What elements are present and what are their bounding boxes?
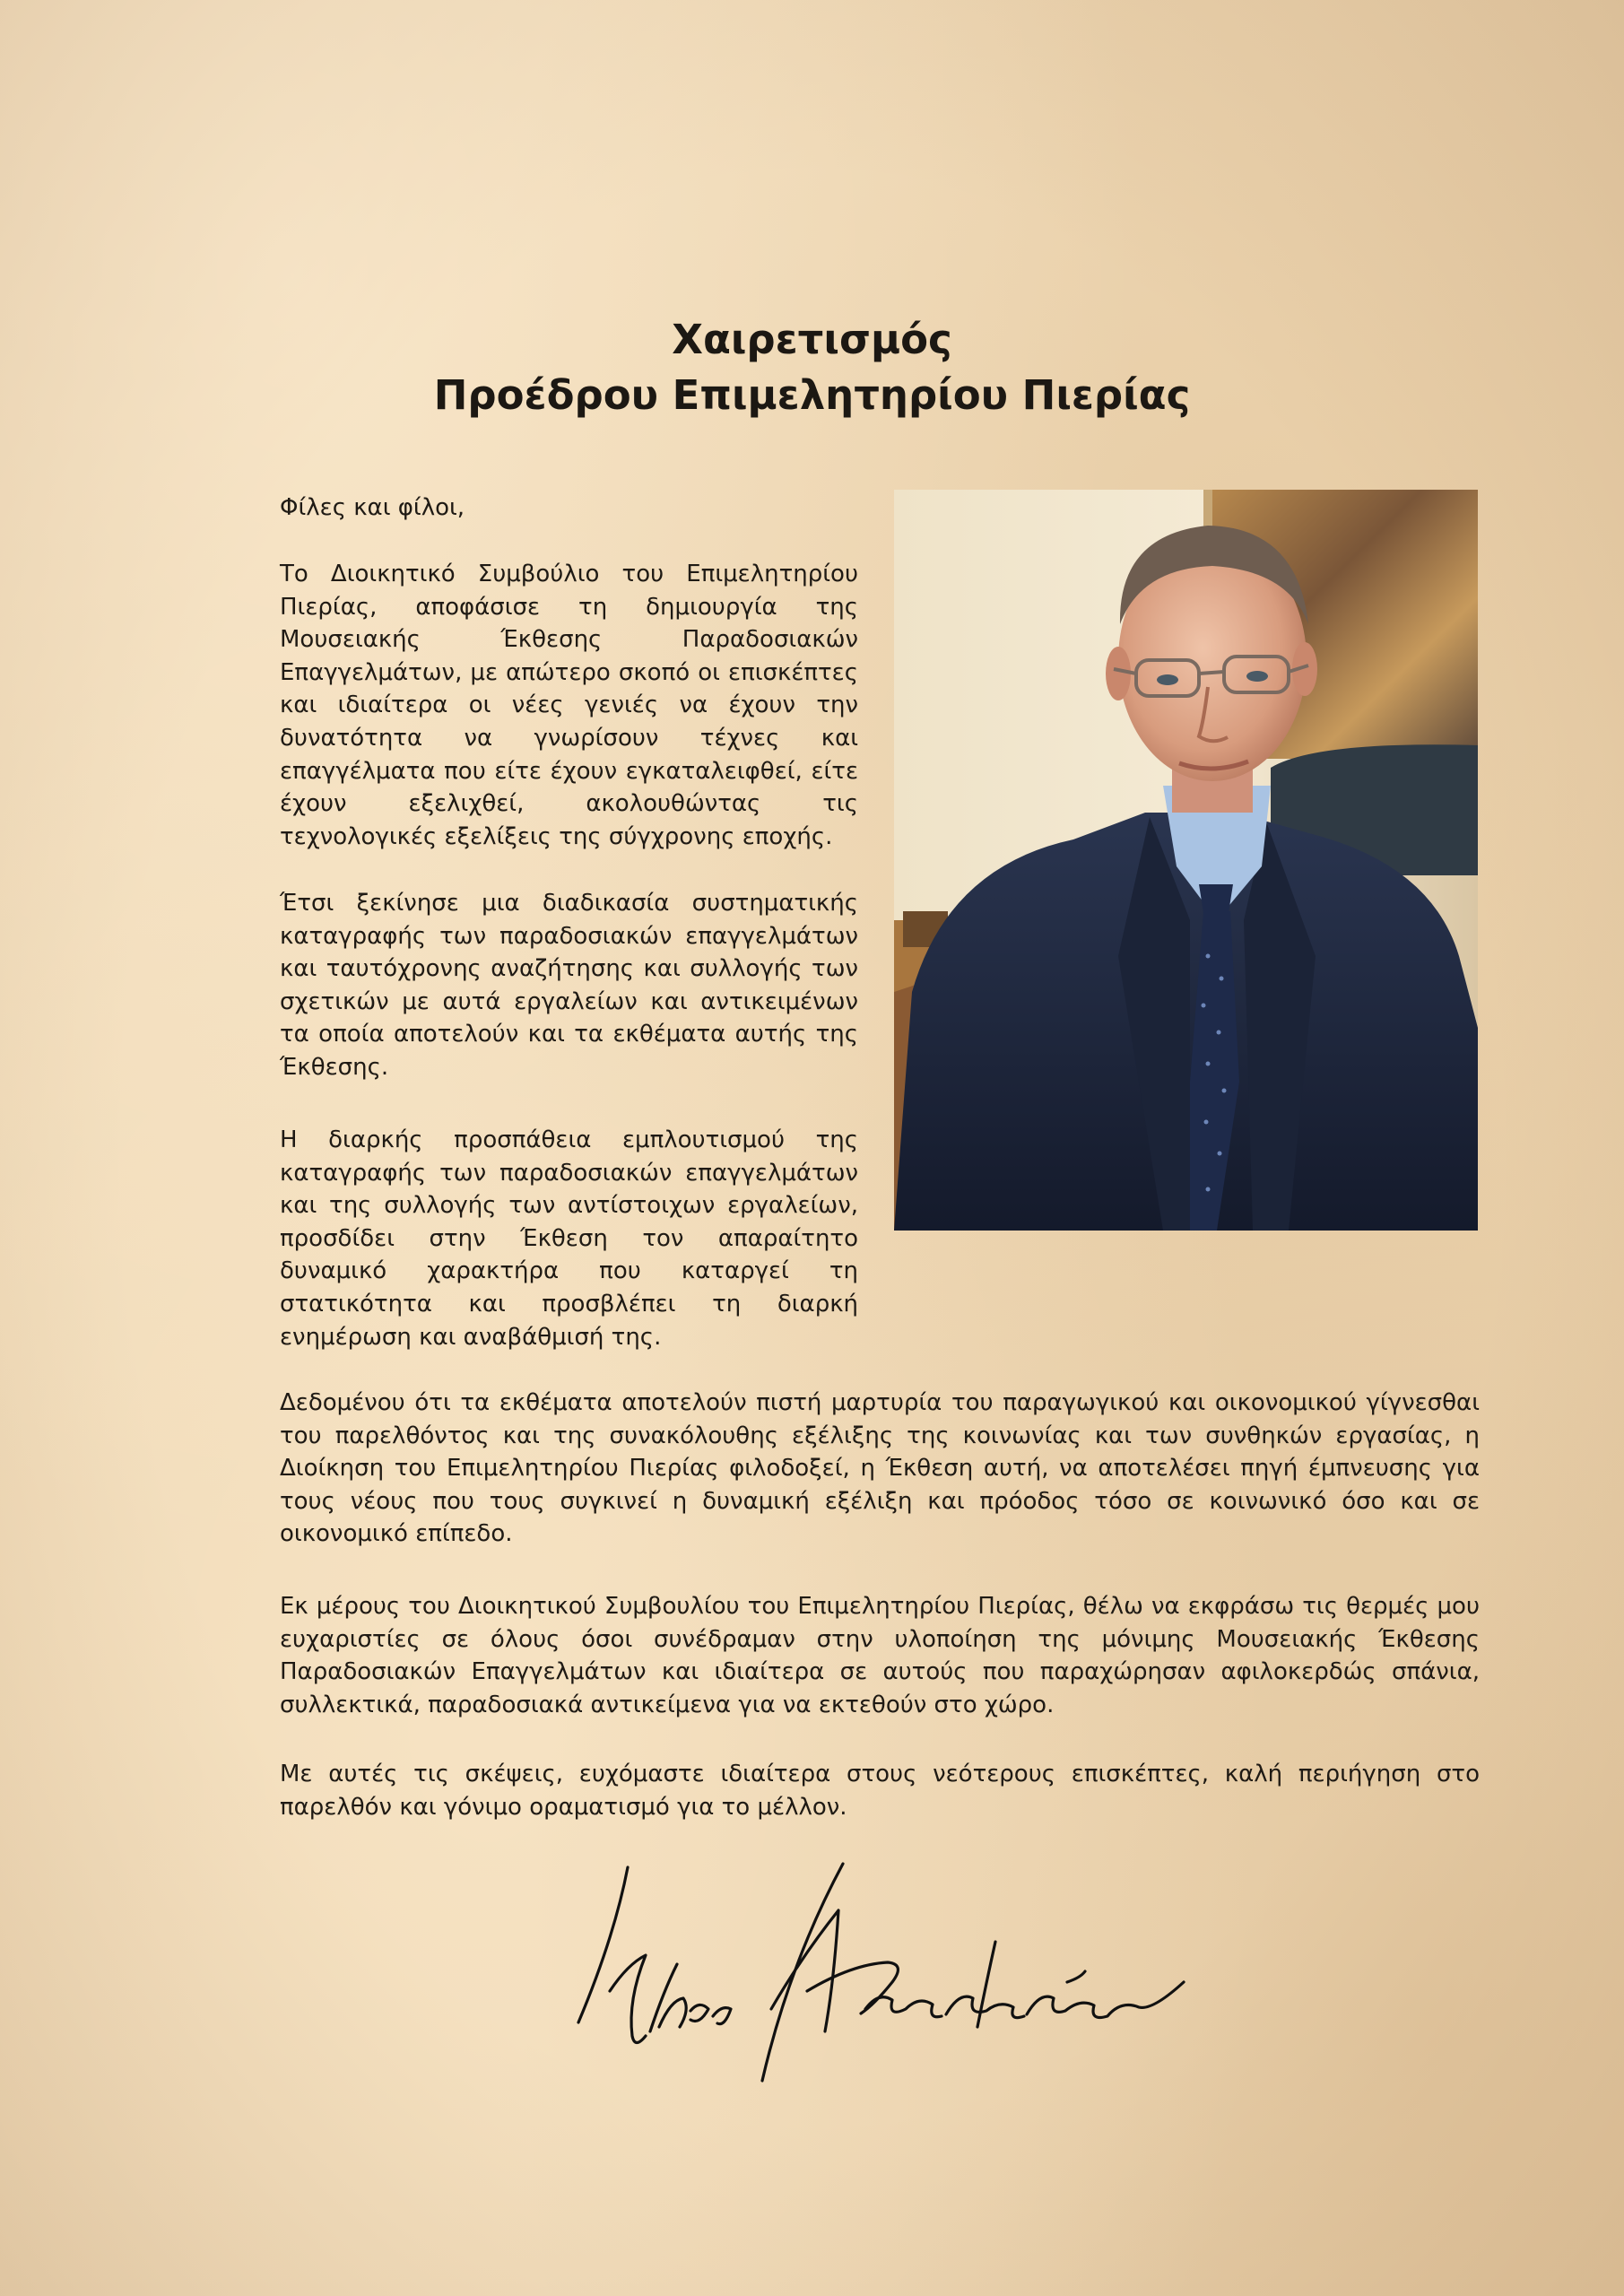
title-line-1: Χαιρετισμός [672, 316, 952, 363]
paragraph-5: Εκ μέρους του Διοικητικού Συμβουλίου του Επιμελητηρίου Πιερίας, θέλω να εκφράσω τις θερμές μου ευχαριστίες σε όλους όσοι συνέδραμαν στην υλοποίηση της μόνιμης Μουσειακής Έκθεσης Παραδοσιακών Επαγγελμάτων και ιδιαίτερα σε αυτούς που παραχώρησαν αφιλοκερδώς σπάνια, συλλεκτικά, παραδοσιακά αντικείμενα για να εκτεθούν στο χώρο. [280, 1593, 1480, 1718]
paragraph-4: Δεδομένου ότι τα εκθέματα αποτελούν πιστή μαρτυρία του παραγωγικού και οικονομικού γίγνεσθαι του παρελθόντος και της συνακόλουθης εξέλιξης της κοινωνίας και των συνθηκών εργασίας, η Διοίκηση του Επιμελητηρίου Πιερίας φιλοδοξεί, η Έκθεση αυτή, να αποτελέσει πηγή έμπνευσης για τους νέους που τους συγκινεί η δυναμική εξέλιξη και πρόοδος τόσο σε κοινωνικό όσο και σε οικονομικό επίπεδο. [280, 1389, 1480, 1548]
paragraph-6: Με αυτές τις σκέψεις, ευχόμαστε ιδιαίτερα στους νεότερους επισκέπτες, καλή περιήγηση στο παρελθόν και γόνιμο οραματισμό για το μέλλον. [280, 1761, 1480, 1821]
greeting: Φίλες και φίλοι, [280, 494, 465, 521]
signature [565, 1857, 1211, 2093]
title-line-2: Προέδρου Επιμελητηρίου Πιερίας [433, 371, 1191, 419]
paragraph-1: Το Διοικητικό Συμβούλιο του Επιμελητηρίου Πιερίας, αποφάσισε τη δημιουργία της Μουσειακής Έκθεσης Παραδοσιακών Επαγγελμάτων, με απώτερο σκοπό οι επισκέπτες και ιδιαίτερα οι νέες γενιές να έχουν την δυνατότητα να γνωρίσουν τέχνες και επαγγέλματα που είτε έχουν εγκαταλειφθεί, είτε έχουν εξελιχθεί, ακολουθώντας τις τεχνολογικές εξελίξεις της σύγχρονης εποχής. [280, 561, 858, 850]
paragraph-3: Η διαρκής προσπάθεια εμπλουτισμού της καταγραφής των παραδοσιακών επαγγελμάτων και της συλλογής των αντίστοιχων εργαλείων, προσδίδει στην Έκθεση τον απαραίτητο δυναμικό χαρακτήρα που καταργεί τη στατικότητα και προσβλέπει τη διαρκή ενημέρωση και αναβάθμισή της. [280, 1126, 858, 1351]
page-title [0, 312, 1624, 423]
signature-graphic [565, 1857, 1211, 2090]
paragraph-2: Έτσι ξεκίνησε μια διαδικασία συστηματικής καταγραφής των παραδοσιακών επαγγελμάτων και ταυτόχρονης αναζήτησης και συλλογής των σχετικών με αυτά εργαλείων και αντικειμένων τα οποία αποτελούν και τα εκθέματα αυτής της Έκθεσης. [280, 890, 858, 1081]
president-portrait [894, 490, 1478, 1231]
